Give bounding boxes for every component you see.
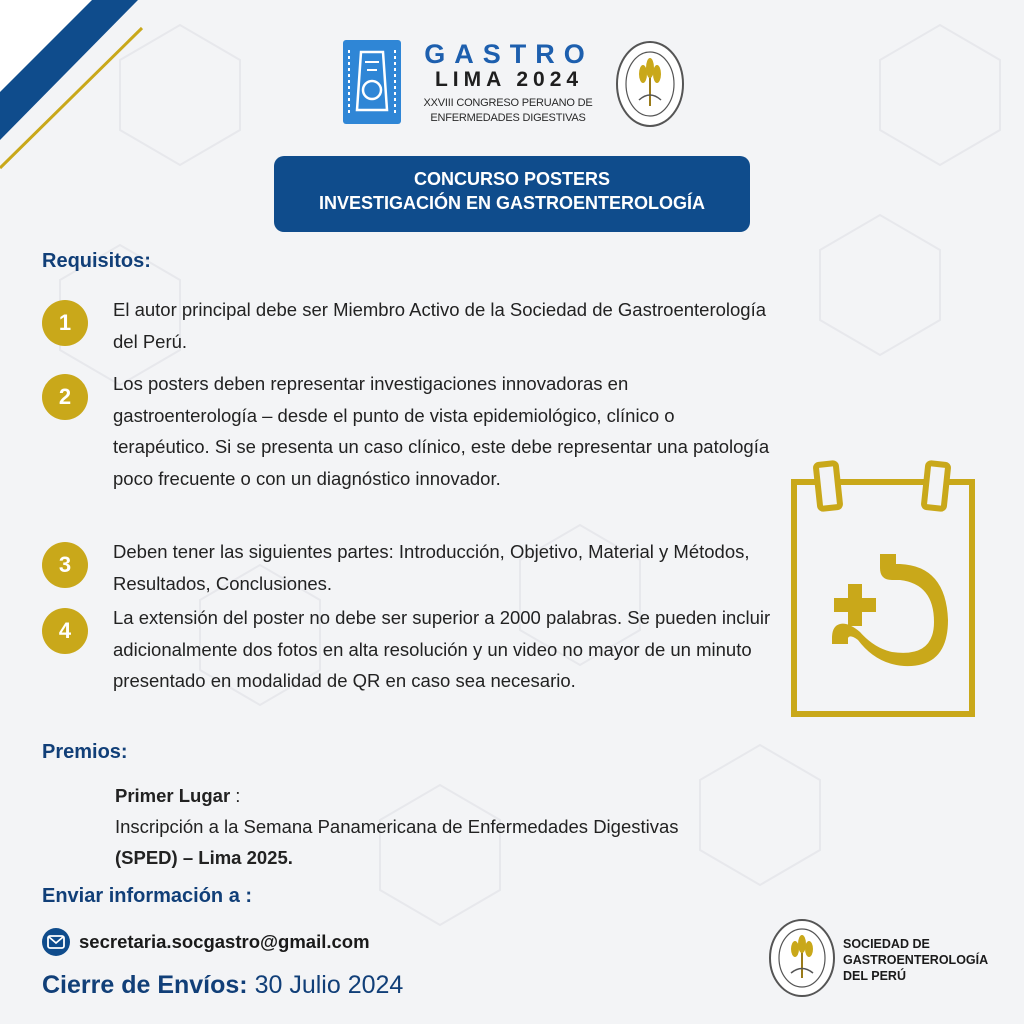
requirement-text: Los posters deben representar investigaciones innovadoras en gastroenterología – desde el punto de vista epidemiológico, clínico o terapéutico. Si se presenta un caso clínico, este debe representar una patología poco frecuente o con un diagnóstico innovador. xyxy=(113,373,770,489)
contact-heading: Enviar información a : xyxy=(42,885,253,907)
deadline-date: 30 Julio 2024 xyxy=(247,971,404,999)
mail-icon xyxy=(42,928,70,956)
deadline-label: Cierre de Envíos: xyxy=(42,971,248,999)
requirement-text: La extensión del poster no debe ser superior a 2000 palabras. Se pueden incluir adicionalmente dos fotos en alta resolución y un video no mayor de un minuto presentado en modalidad de QR en caso sea necesario. xyxy=(113,607,771,691)
society-seal-icon xyxy=(615,40,685,128)
corner-stripes xyxy=(0,0,160,180)
email-row xyxy=(42,928,370,956)
number-badge: 3 xyxy=(42,542,88,588)
requirements-heading: Requisitos: xyxy=(42,250,151,272)
prize-description xyxy=(115,811,735,873)
prize-block xyxy=(115,780,735,873)
banner-line-1: CONCURSO POSTERS xyxy=(413,169,611,189)
first-place-label: Primer Lugar xyxy=(115,785,231,806)
congress-name xyxy=(406,96,610,126)
prize-description-bold: (SPED) – Lima 2025. xyxy=(115,847,293,868)
number-badge: 2 xyxy=(42,374,88,420)
gastro-logo-icon xyxy=(343,40,401,124)
brand-subtitle: LIMA 2024 xyxy=(434,68,584,91)
requirement-text: Deben tener las siguientes partes: Introducción, Objetivo, Material y Métodos, Resultados, Conclusiones. xyxy=(113,541,750,594)
congress-line-1: XXVIII CONGRESO PERUANO DE xyxy=(423,97,593,109)
congress-line-2: ENFERMEDADES DIGESTIVAS xyxy=(430,112,586,124)
society-line-1: SOCIEDAD DE xyxy=(843,937,930,951)
requirement-text: El autor principal debe ser Miembro Activo de la Sociedad de Gastroenterología del Perú. xyxy=(113,299,767,352)
number-badge: 4 xyxy=(42,608,88,654)
first-place-separator: : xyxy=(230,785,241,806)
clipboard-stomach-icon xyxy=(788,458,978,720)
first-place-line xyxy=(115,780,735,811)
title-banner xyxy=(274,156,750,232)
deadline xyxy=(42,968,403,1002)
prizes-heading: Premios: xyxy=(42,741,128,763)
society-seal-small-icon xyxy=(768,918,836,998)
society-line-2: GASTROENTEROLOGÍA xyxy=(843,953,989,967)
society-line-3: DEL PERÚ xyxy=(843,969,906,983)
prize-description-text: Inscripción a la Semana Panamericana de Enfermedades Digestivas xyxy=(115,816,679,837)
brand-title: GASTRO xyxy=(424,39,594,69)
email-address[interactable]: secretaria.socgastro@gmail.com xyxy=(79,931,370,952)
society-name xyxy=(843,936,1013,984)
banner-line-2: INVESTIGACIÓN EN GASTROENTEROLOGÍA xyxy=(318,193,706,213)
number-badge: 1 xyxy=(42,300,88,346)
